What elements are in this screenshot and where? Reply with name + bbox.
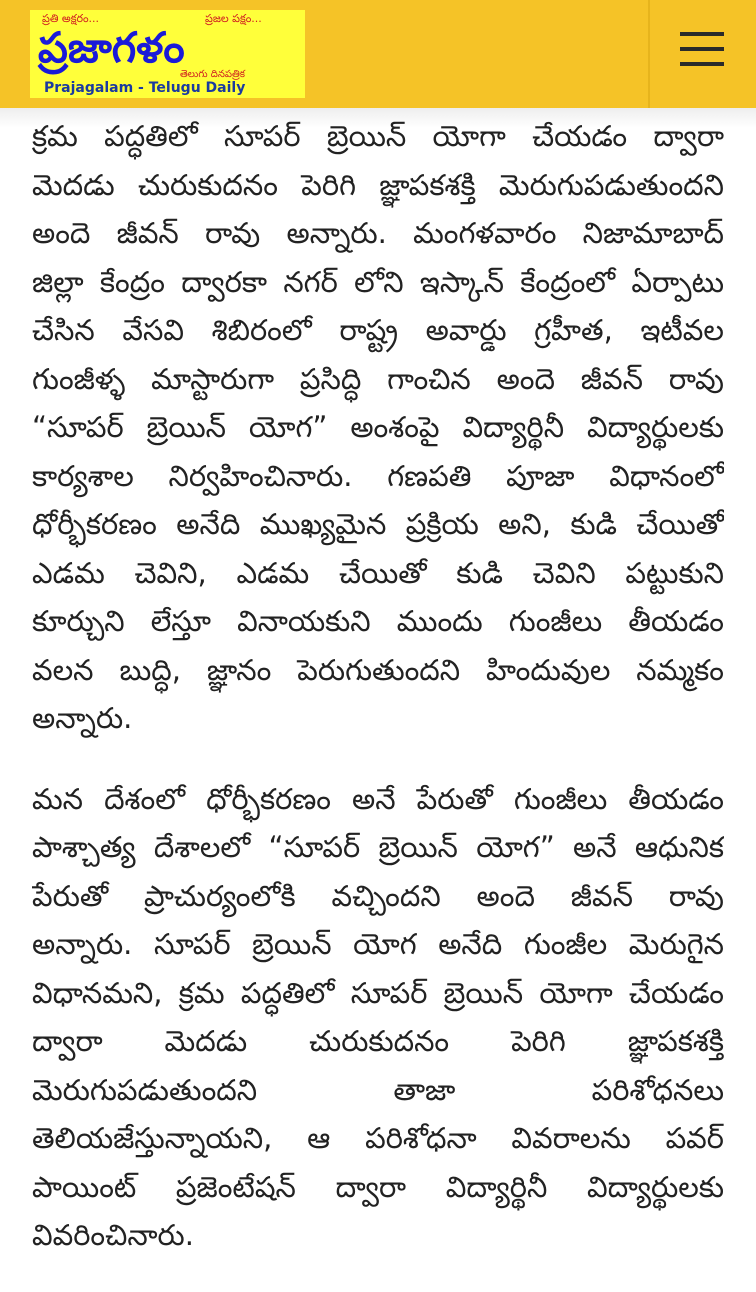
site-header [0, 0, 756, 108]
paragraph-line: కూర్చుని లేస్తూ వినాయకుని ముందు గుంజీలు తీయడం [32, 604, 724, 638]
paragraph-line: పేరుతో ప్రాచుర్యంలోకి వచ్చిందని అందె జీవన్ రావు [32, 878, 724, 913]
paragraph-line: ఎడమ చెవిని, ఎడమ చేయితో కుడి చెవిని పట్టుకుని [32, 555, 724, 590]
article-paragraph [32, 112, 724, 743]
article-body [32, 112, 724, 1292]
paragraph-line: పాశ్చాత్య దేశాలలో “సూపర్ బ్రెయిన్ యోగ” అనే ఆధునిక [32, 830, 724, 864]
logo-tagline-right: ప్రజల పక్షం... [205, 12, 262, 25]
paragraph-line: పాయింట్ ప్రజెంటేషన్ ద్వారా విద్యార్థినీ విద్యార్థులకు [32, 1169, 724, 1204]
site-logo[interactable] [30, 10, 305, 98]
paragraph-line: ధోర్భీకరణం అనేది ముఖ్యమైన ప్రక్రియ అని, కుడి చేయితో [32, 507, 724, 541]
paragraph-line: జిల్లా కేంద్రం ద్వారకా నగర్ లోని ఇస్కాన్ కేంద్రంలో ఏర్పాటు [32, 264, 724, 299]
logo-tagline-left: ప్రతి అక్షరం... [42, 12, 100, 25]
paragraph-line: మన దేశంలో ధోర్భీకరణం అనే పేరుతో గుంజీలు తీయడం [32, 781, 724, 816]
paragraph-line: అన్నారు. [32, 701, 133, 735]
paragraph-line: అందె జీవన్ రావు అన్నారు. మంగళవారం నిజామాబాద్ [32, 216, 724, 250]
paragraph-line: ద్వారా మెదడు చురుకుదనం పెరిగి జ్ఞాపకశక్తి [32, 1024, 724, 1058]
logo-english-name: Prajagalam - Telugu Daily [44, 80, 246, 96]
hamburger-menu-icon[interactable] [680, 32, 724, 74]
paragraph-line: “సూపర్ బ్రెయిన్ యోగ” అంశంపై విద్యార్థినీ విద్యార్థులకు [32, 410, 724, 444]
paragraph-line: తెలియజేస్తున్నాయని, ఆ పరిశోధనా వివరాలను పవర్ [32, 1121, 724, 1155]
paragraph-line: క్రమ పద్ధతిలో సూపర్ బ్రెయిన్ యోగా చేయడం ద్వారా [32, 119, 724, 153]
paragraph-line: వివరించినారు. [32, 1218, 194, 1252]
paragraph-line: విధానమని, క్రమ పద్ధతిలో సూపర్ బ్రెయిన్ యోగా చేయడం [32, 975, 724, 1010]
paragraph-line: మెదడు చురుకుదనం పెరిగి జ్ఞాపకశక్తి మెరుగుపడుతుందని [32, 167, 724, 202]
paragraph-line: చేసిన వేసవి శిబిరంలో రాష్ట్ర అవార్డు గ్రహీత, ఇటీవల [32, 313, 724, 347]
paragraph-line: కార్యశాల నిర్వహించినారు. గణపతి పూజా విధానంలో [32, 458, 724, 493]
logo-subtitle: తెలుగు దినపత్రిక [180, 69, 246, 80]
paragraph-line: మెరుగుపడుతుందని తాజా పరిశోధనలు [32, 1072, 724, 1107]
paragraph-line: వలన బుద్ధి, జ్ఞానం పెరుగుతుందని హిందువుల నమ్మకం [32, 652, 724, 687]
paragraph-line: గుంజీళ్ళ మాస్టారుగా ప్రసిద్ధి గాంచిన అందె జీవన్ రావు [32, 361, 724, 396]
logo-name: ప్రజాగళం [38, 23, 185, 72]
paragraph-line: అన్నారు. సూపర్ బ్రెయిన్ యోగ అనేది గుంజీల మెరుగైన [32, 927, 724, 961]
article-paragraph [32, 775, 724, 1260]
header-divider [648, 0, 650, 108]
